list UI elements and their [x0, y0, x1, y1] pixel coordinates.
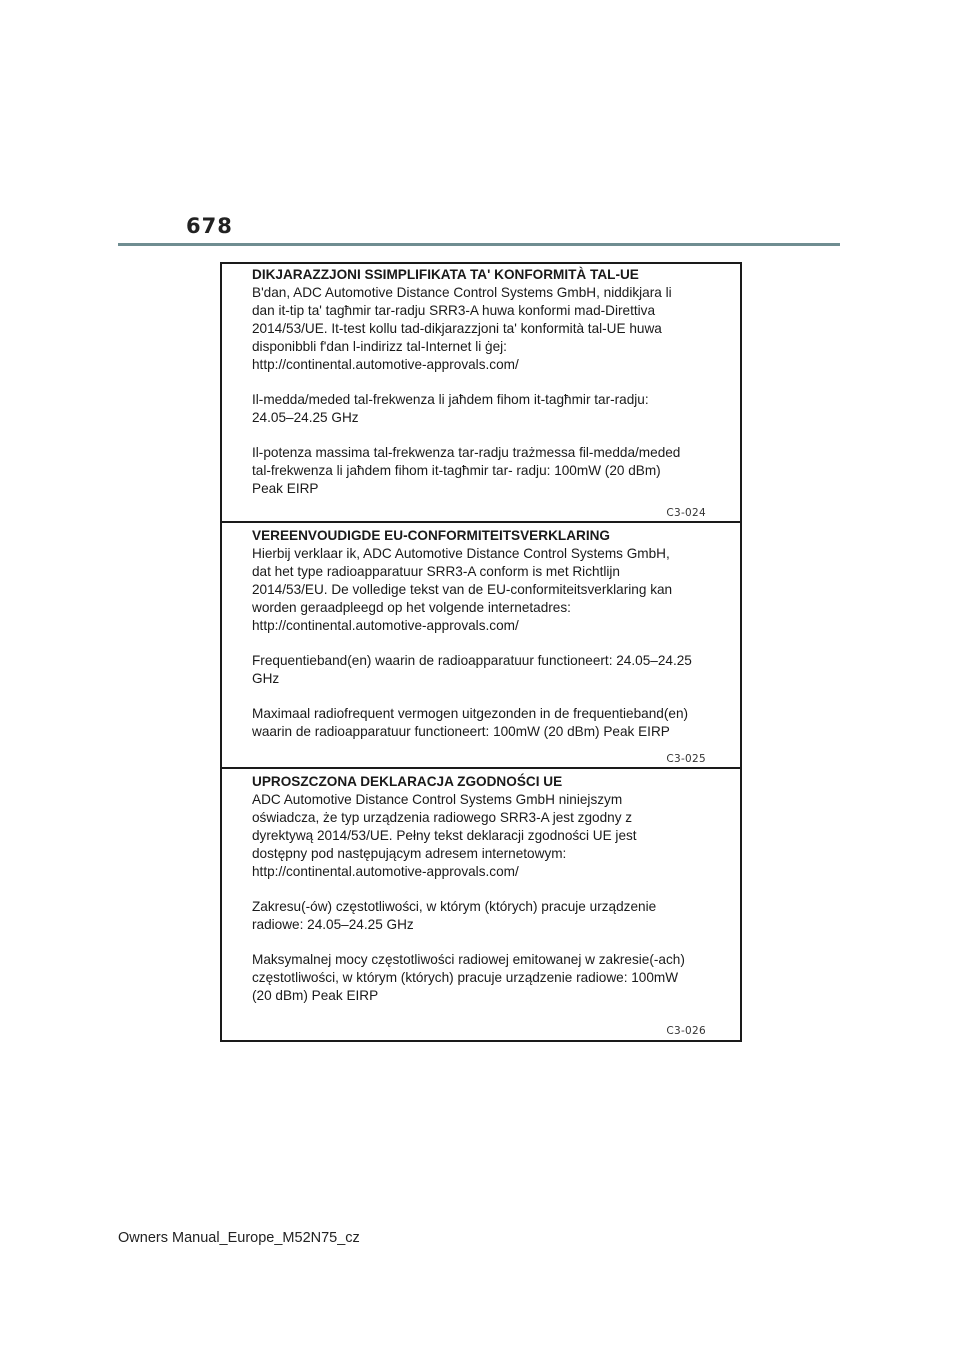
text-line: Il-potenza massima tal-frekwenza tar-radju trażmessa fil-medda/meded	[252, 445, 681, 460]
text-line: GHz	[252, 671, 280, 686]
text-line: Maksymalnej mocy częstotliwości radiowej emitowanej w zakresie(-ach)	[252, 952, 685, 967]
paragraph-power	[252, 705, 726, 741]
section-title: VEREENVOUDIGDE EU-CONFORMITEITSVERKLARING	[252, 528, 610, 543]
text-line: dan it-tip ta' tagħmir tar-radju SRR3-A huwa konformi mad-Direttiva	[252, 303, 656, 318]
header-rule	[118, 243, 840, 246]
text-line: 2014/53/UE. It-test kollu tad-dikjarazzjoni ta' konformità tal-UE huwa	[252, 321, 662, 336]
text-line: częstotliwości, w którym (których) pracuje urządzenie radiowe: 100mW	[252, 970, 679, 985]
paragraph-declaration	[252, 545, 726, 635]
text-line: 24.05–24.25 GHz	[252, 410, 359, 425]
paragraph-frequency	[252, 391, 726, 427]
section-title: UPROSZCZONA DEKLARACJA ZGODNOŚCI UE	[252, 774, 563, 789]
text-line: Maximaal radiofrequent vermogen uitgezonden in de frequentieband(en)	[252, 706, 689, 721]
text-line: disponibbli f'dan l-indirizz tal-Internet li ġej:	[252, 339, 507, 354]
url-line: http://continental.automotive-approvals.com/	[252, 618, 519, 633]
declaration-section-mt	[222, 264, 740, 521]
paragraph-declaration	[252, 791, 726, 881]
text-line: Hierbij verklaar ik, ADC Automotive Distance Control Systems GmbH,	[252, 546, 670, 561]
text-line: worden geraadpleegd op het volgende internetadres:	[252, 600, 571, 615]
section-title: DIKJARAZZJONI SSIMPLIFIKATA TA' KONFORMITÀ TAL-UE	[252, 267, 639, 282]
footer-doc-id: Owners Manual_Europe_M52N75_cz	[118, 1230, 360, 1246]
text-line: (20 dBm) Peak EIRP	[252, 988, 379, 1003]
text-line: oświadcza, że typ urządzenia radiowego SRR3-A jest zgodny z	[252, 810, 633, 825]
paragraph-declaration	[252, 284, 726, 374]
text-line: Il-medda/meded tal-frekwenza li jaħdem fihom it-tagħmir tar-radju:	[252, 392, 649, 407]
text-line: tal-frekwenza li jaħdem fihom it-tagħmir tar- radju: 100mW (20 dBm)	[252, 463, 661, 478]
paragraph-frequency	[252, 898, 726, 934]
text-line: radiowe: 24.05–24.25 GHz	[252, 917, 414, 932]
declaration-section-nl	[222, 521, 740, 767]
text-line: dat het type radioapparatuur SRR3-A conform is met Richtlijn	[252, 564, 620, 579]
section-code: C3-024	[666, 507, 706, 519]
text-line: Zakresu(-ów) częstotliwości, w którym (których) pracuje urządzenie	[252, 899, 657, 914]
paragraph-power	[252, 951, 726, 1005]
page-number: 678	[186, 214, 233, 238]
section-code: C3-025	[666, 753, 706, 765]
text-line: dyrektywą 2014/53/UE. Pełny tekst deklaracji zgodności UE jest	[252, 828, 637, 843]
text-line: dostępny pod następującym adresem internetowym:	[252, 846, 567, 861]
url-line: http://continental.automotive-approvals.com/	[252, 864, 519, 879]
declaration-box	[220, 262, 742, 1042]
text-line: Frequentieband(en) waarin de radioapparatuur functioneert: 24.05–24.25	[252, 653, 692, 668]
text-line: B'dan, ADC Automotive Distance Control Systems GmbH, niddikjara li	[252, 285, 672, 300]
text-line: waarin de radioapparatuur functioneert: 100mW (20 dBm) Peak EIRP	[252, 724, 670, 739]
text-line: 2014/53/EU. De volledige tekst van de EU-conformiteitsverklaring kan	[252, 582, 673, 597]
declaration-section-pl	[222, 767, 740, 1040]
paragraph-power	[252, 444, 726, 498]
section-code: C3-026	[666, 1025, 706, 1037]
text-line: Peak EIRP	[252, 481, 319, 496]
paragraph-frequency	[252, 652, 726, 688]
text-line: ADC Automotive Distance Control Systems GmbH niniejszym	[252, 792, 623, 807]
url-line: http://continental.automotive-approvals.com/	[252, 357, 519, 372]
